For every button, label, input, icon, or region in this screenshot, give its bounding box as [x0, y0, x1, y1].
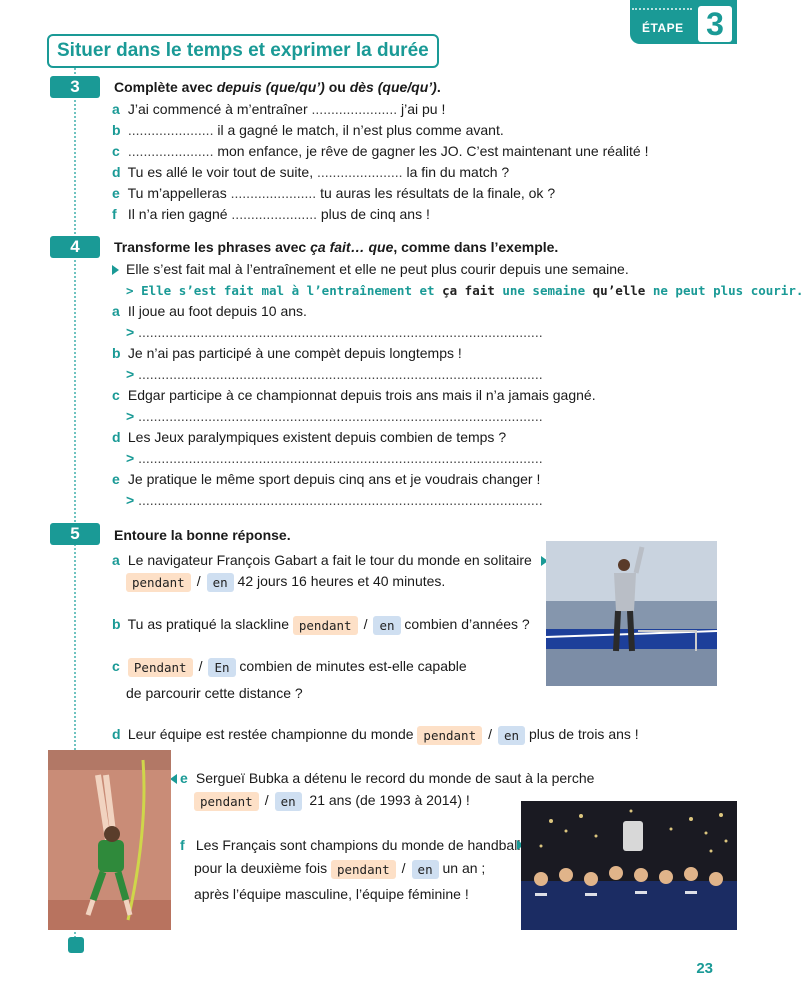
exercise-5-item-a-line1: a Le navigateur François Gabart a fait le tour du monde en solitaire — [112, 552, 532, 568]
option-en[interactable]: en — [373, 616, 400, 635]
exercise-4-item-e: e Je pratique le même sport depuis cinq ans et je voudrais changer ! — [112, 471, 541, 487]
option-pendant[interactable]: pendant — [417, 726, 482, 745]
exercise-5-number: 5 — [50, 523, 100, 545]
option-pendant[interactable]: Pendant — [128, 658, 193, 677]
exercise-3-number: 3 — [50, 76, 100, 98]
exercise-4-item-c: c Edgar participe à ce championnat depuis trois ans mais il n’a jamais gagné. — [112, 387, 596, 403]
exercise-5-item-f-line1: f Les Français sont champions du monde de handball — [180, 837, 521, 853]
example-arrow-icon — [112, 265, 119, 275]
exercise-3-item-a: a J’ai commencé à m’entraîner ...................... j’ai pu ! — [112, 101, 446, 117]
option-en[interactable]: En — [208, 658, 235, 677]
option-en[interactable]: en — [498, 726, 525, 745]
exercise-3-item-f: f Il n’a rien gagné ...................... plus de cinq ans ! — [112, 206, 430, 222]
exercise-3-item-e: e Tu m’appelleras ...................... tu auras les résultats de la finale, ok ? — [112, 185, 556, 201]
exercise-5-item-a-line2: pendant / en 42 jours 16 heures et 40 minutes. — [126, 573, 445, 592]
etape-label: ÉTAPE — [642, 21, 684, 35]
handball-team-photo — [521, 801, 737, 930]
exercise-4-answer-line-a[interactable]: > ........................................................................................................ — [126, 324, 543, 340]
exercise-5-instruction: Entoure la bonne réponse. — [114, 527, 291, 543]
exercise-4-instruction: Transforme les phrases avec ça fait… que, comme dans l’exemple. — [114, 239, 559, 255]
section-title: Situer dans le temps et exprimer la durée — [47, 34, 439, 68]
exercise-4-answer-line-b[interactable]: > ........................................................................................................ — [126, 366, 543, 382]
exercise-3-instruction: Complète avec depuis (que/qu’) ou dès (que/qu’). — [114, 79, 441, 95]
option-pendant[interactable]: pendant — [126, 573, 191, 592]
exercise-4-item-d: d Les Jeux paralympiques existent depuis combien de temps ? — [112, 429, 507, 445]
exercise-4-answer-line-e[interactable]: > ........................................................................................................ — [126, 492, 543, 508]
page-number: 23 — [696, 960, 713, 977]
exercise-4-answer-line-c[interactable]: > ........................................................................................................ — [126, 408, 543, 424]
exercise-3-item-c: c ...................... mon enfance, je rêve de gagner les JO. C’est maintenant une réalité ! — [112, 143, 649, 159]
exercise-4-item-a: a Il joue au foot depuis 10 ans. — [112, 303, 307, 319]
option-pendant[interactable]: pendant — [331, 860, 396, 879]
exercise-5-item-e-line2: pendant / en 21 ans (de 1993 à 2014) ! — [194, 792, 470, 811]
etape-dots — [632, 8, 692, 12]
pole-vaulter-photo — [48, 750, 171, 930]
exercise-5-item-e-line1: e Sergueï Bubka a détenu le record du monde de saut à la perche — [180, 770, 595, 786]
option-en[interactable]: en — [275, 792, 302, 811]
exercise-5-item-f-line3: après l’équipe masculine, l’équipe féminine ! — [194, 886, 469, 902]
exercise-4-example-sentence: Elle s’est fait mal à l’entraînement et elle ne peut plus courir depuis une semaine. — [126, 261, 629, 277]
exercise-5-item-b: b Tu as pratiqué la slackline pendant / en combien d’années ? — [112, 616, 530, 633]
etape-number: 3 — [698, 6, 732, 42]
option-en[interactable]: en — [412, 860, 439, 879]
exercise-5-item-c-line1: c Pendant / En combien de minutes est-elle capable — [112, 658, 467, 675]
exercise-4-number: 4 — [50, 236, 100, 258]
option-pendant[interactable]: pendant — [293, 616, 358, 635]
exercise-4-item-b: b Je n’ai pas participé à une compèt depuis longtemps ! — [112, 345, 462, 361]
corner-square — [68, 937, 84, 953]
exercise-5-item-f-line2: pour la deuxième fois pendant / en un an ; — [194, 860, 486, 877]
sailor-photo — [546, 541, 717, 686]
photo-pointer-icon — [170, 774, 177, 784]
exercise-4-answer-line-d[interactable]: > ........................................................................................................ — [126, 450, 543, 466]
option-pendant[interactable]: pendant — [194, 792, 259, 811]
exercise-5-item-d: d Leur équipe est restée championne du monde pendant / en plus de trois ans ! — [112, 726, 639, 743]
exercise-3-item-d: d Tu es allé le voir tout de suite, ...................... la fin du match ? — [112, 164, 510, 180]
exercise-3-item-b: b ...................... il a gagné le match, il n’est plus comme avant. — [112, 122, 504, 138]
exercise-4-example-answer: > Elle s’est fait mal à l’entraînement et ça fait une semaine qu’elle ne peut plus courir. — [126, 283, 803, 298]
option-en[interactable]: en — [207, 573, 234, 592]
exercise-5-item-c-line2: de parcourir cette distance ? — [126, 685, 303, 701]
